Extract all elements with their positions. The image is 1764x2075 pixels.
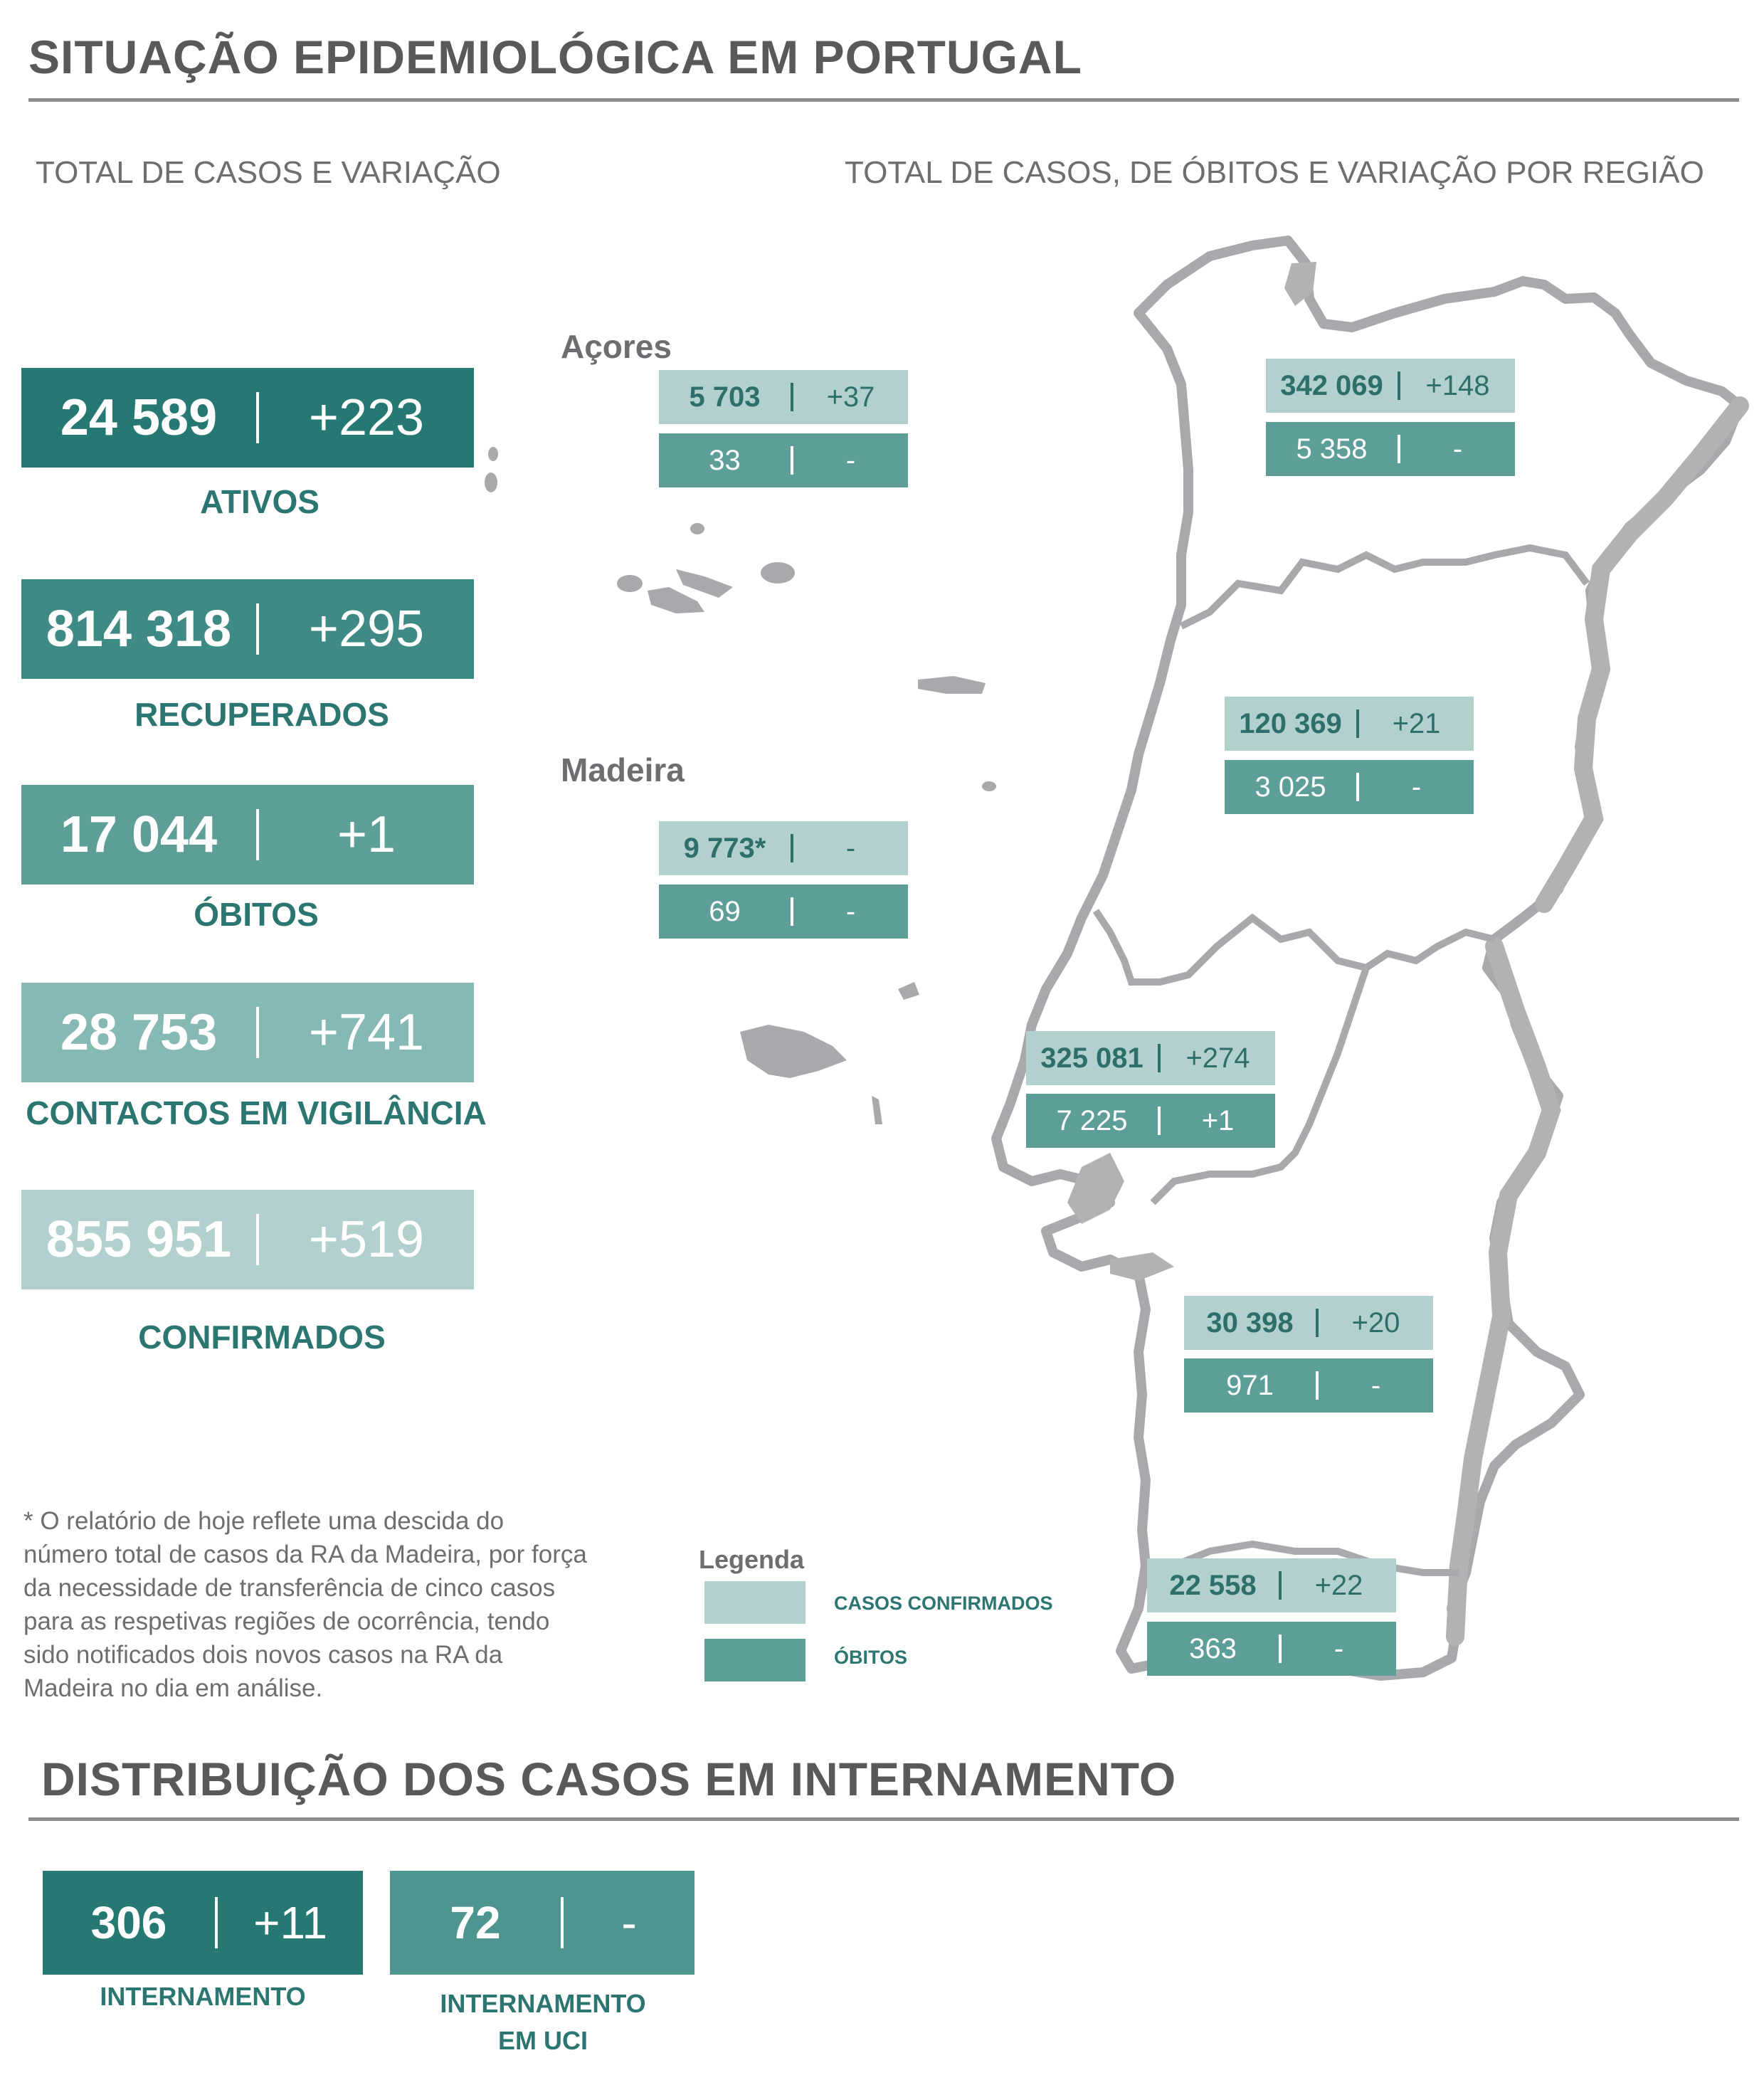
page-title: SITUAÇÃO EPIDEMIOLÓGICA EM PORTUGAL [28, 31, 1082, 83]
legend-swatch-deaths [704, 1639, 806, 1681]
subtitle-right: TOTAL DE CASOS, DE ÓBITOS E VARIAÇÃO POR REGIÃO [845, 155, 1704, 190]
region-cases-value: 325 081 [1040, 1042, 1144, 1074]
region-lvt-deaths [1026, 1094, 1275, 1148]
region-deaths-value: 69 [709, 895, 741, 927]
region-acores-cases [659, 370, 908, 424]
stat-delta: +519 [308, 1211, 425, 1268]
region-cases-value: 9 773* [683, 832, 766, 864]
region-cases-delta: +20 [1351, 1306, 1400, 1339]
region-cases-value: 5 703 [689, 381, 761, 413]
hospital-label-internamento: INTERNAMENTO [100, 1982, 306, 2011]
hospital-section-title: DISTRIBUIÇÃO DOS CASOS EM INTERNAMENTO [41, 1753, 1177, 1805]
region-centro-cases [1225, 697, 1474, 751]
stat-value: 814 318 [46, 601, 232, 658]
region-deaths-value: 3 025 [1255, 771, 1326, 803]
acores-island-pico [648, 587, 704, 613]
stat-label-ativos: ATIVOS [200, 483, 319, 520]
region-cases-delta: - [845, 832, 856, 864]
region-cases-delta: +21 [1392, 707, 1441, 739]
hospital-box-internamento [43, 1871, 363, 1975]
region-alentejo-cases [1184, 1296, 1433, 1350]
hospital-label-uci: INTERNAMENTO EM UCI [440, 1989, 646, 2055]
stat-value: 855 951 [46, 1211, 232, 1268]
region-deaths-delta: - [1370, 1369, 1381, 1401]
stat-delta: +295 [308, 601, 425, 658]
madeira-island-desertas [872, 1096, 882, 1124]
stat-box-obitos [21, 785, 474, 885]
hospital-box-uci [390, 1871, 694, 1975]
hospital-delta: +11 [253, 1897, 327, 1948]
stat-label-confirmados: CONFIRMADOS [138, 1319, 386, 1356]
legend-label-cases: CASOS CONFIRMADOS [834, 1593, 1053, 1614]
region-deaths-delta: - [845, 444, 856, 476]
region-alentejo-deaths [1184, 1358, 1433, 1413]
region-centro-deaths [1225, 760, 1474, 814]
region-deaths-delta: - [1333, 1632, 1344, 1664]
region-cases-value: 30 398 [1206, 1306, 1294, 1339]
acores-island-flores [488, 447, 498, 461]
region-cases-value: 120 369 [1239, 707, 1342, 739]
region-cases-value: 342 069 [1280, 369, 1383, 401]
region-border-lvt-alentejo [1153, 968, 1366, 1203]
stat-label-contactos: CONTACTOS EM VIGILÂNCIA [26, 1094, 487, 1131]
stat-delta: +223 [308, 389, 425, 446]
acores-island-faial [617, 575, 643, 592]
region-madeira-cases [659, 821, 908, 875]
region-acores-deaths [659, 433, 908, 487]
region-deaths-value: 971 [1226, 1369, 1274, 1401]
madeira-label: Madeira [561, 751, 685, 788]
acores-island-terceira [761, 562, 795, 584]
legend-title: Legenda [699, 1545, 805, 1574]
region-deaths-value: 7 225 [1056, 1104, 1128, 1136]
legend-label-deaths: ÓBITOS [834, 1647, 908, 1668]
region-norte-cases [1266, 359, 1515, 413]
stat-box-contactos [21, 983, 474, 1082]
region-cases-value: 22 558 [1169, 1569, 1257, 1601]
tejo-estuary [1067, 1153, 1124, 1224]
stat-delta: +741 [308, 1004, 425, 1061]
hospital-value: 72 [450, 1897, 501, 1948]
stat-box-recuperados [21, 579, 474, 679]
acores-island-sao-jorge [676, 569, 733, 598]
stat-label-obitos: ÓBITOS [194, 896, 319, 933]
region-madeira-deaths [659, 885, 908, 939]
region-deaths-value: 33 [709, 444, 741, 476]
region-border-norte-centro [1181, 548, 1587, 626]
region-deaths-value: 5 358 [1296, 433, 1368, 465]
stat-value: 24 589 [60, 389, 218, 446]
region-cases-delta: +22 [1314, 1569, 1363, 1601]
stat-box-ativos [21, 368, 474, 468]
region-lvt-cases [1026, 1031, 1275, 1085]
stat-box-confirmados [21, 1190, 474, 1289]
acores-island-santa-maria [982, 781, 996, 791]
legend-swatch-cases [704, 1581, 806, 1624]
region-deaths-delta: - [1452, 433, 1463, 465]
madeira-island-porto-santo [898, 982, 919, 1000]
region-deaths-value: 363 [1189, 1632, 1237, 1664]
hospital-delta: - [621, 1897, 637, 1948]
hospital-divider [28, 1817, 1739, 1821]
region-border-centro-lvt [1096, 911, 1494, 982]
footnote: * O relatório de hoje reflete uma descida do número total de casos da RA da Madeira, por força da necessidade de transferência de cinco casos para as respetivas regiões de ocorrência, tendo sido notificados dois novos casos na RA da Madeira no dia em análise. [23, 1507, 587, 1702]
acores-island-graciosa [690, 523, 704, 534]
region-cases-delta: +148 [1425, 369, 1490, 401]
subtitle-left: TOTAL DE CASOS E VARIAÇÃO [36, 155, 501, 190]
madeira-island-madeira [740, 1025, 847, 1078]
acores-island-sao-miguel [918, 676, 986, 694]
region-algarve-deaths [1147, 1622, 1396, 1676]
region-algarve-cases [1147, 1558, 1396, 1612]
sado-estuary [1110, 1252, 1174, 1281]
acores-label: Açores [561, 328, 672, 365]
region-norte-deaths [1266, 422, 1515, 476]
stat-label-recuperados: RECUPERADOS [134, 696, 389, 733]
region-cases-delta: +37 [826, 381, 875, 413]
region-cases-delta: +274 [1185, 1042, 1250, 1074]
border-river-line [1455, 406, 1740, 1637]
stat-value: 17 044 [60, 806, 218, 863]
stat-value: 28 753 [60, 1004, 218, 1061]
region-deaths-delta: +1 [1201, 1104, 1235, 1136]
region-deaths-delta: - [845, 895, 856, 927]
hospital-value: 306 [90, 1897, 167, 1948]
stat-delta: +1 [337, 806, 396, 863]
region-deaths-delta: - [1411, 771, 1422, 803]
